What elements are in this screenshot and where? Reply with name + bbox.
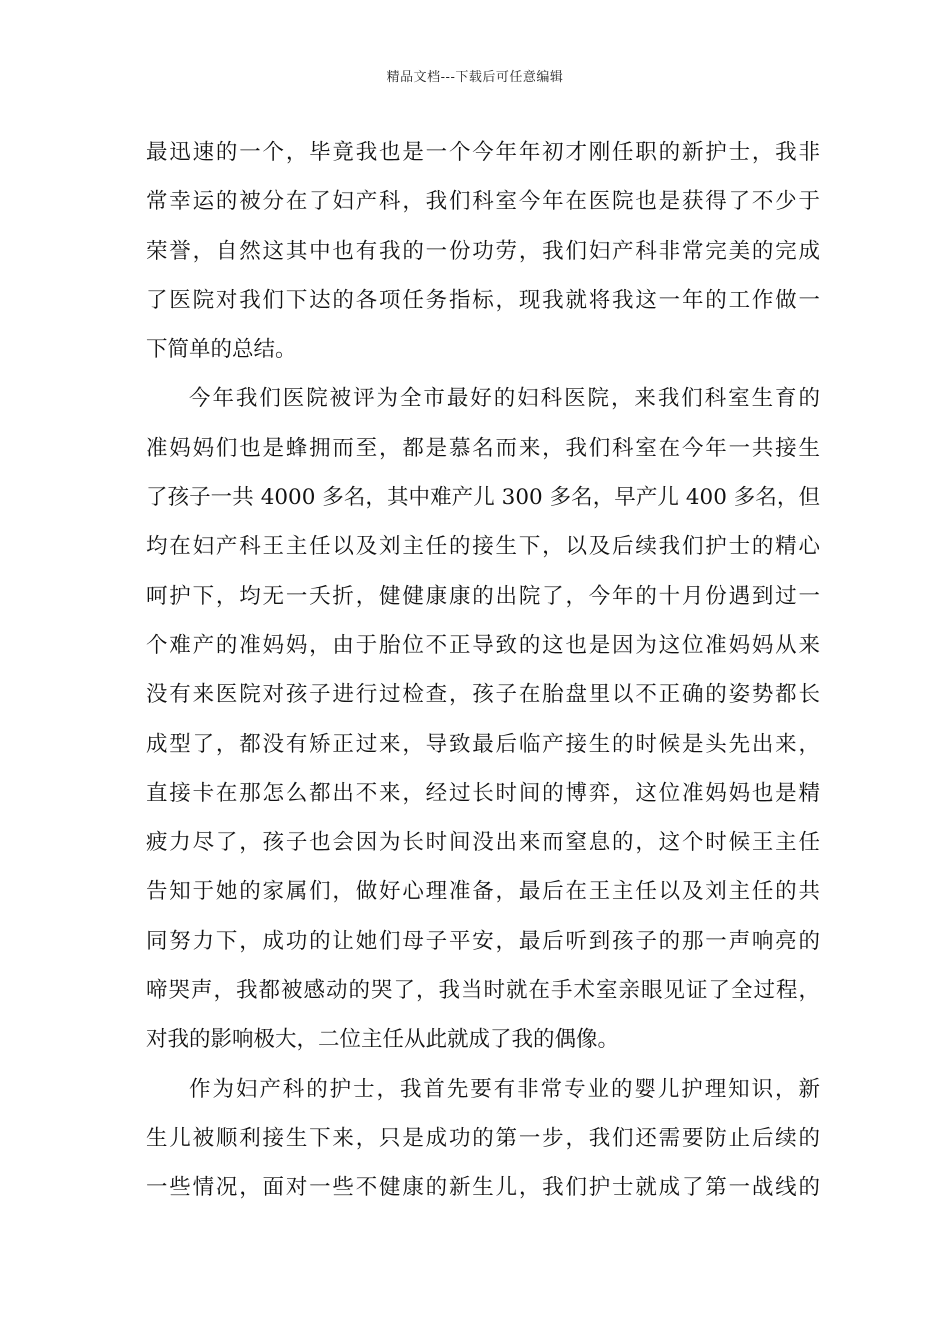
text-line: 直接卡在那怎么都出不来，经过长时间的博弈，这位准妈妈也是精 (146, 780, 820, 806)
text-line: 成型了，都没有矫正过来，导致最后临产接生的时候是头先出来， (146, 731, 820, 757)
text-line: 均在妇产科王主任以及刘主任的接生下，以及后续我们护士的精心 (146, 534, 820, 560)
paragraph-1 (146, 128, 820, 374)
text-line: 同努力下，成功的让她们母子平安，最后听到孩子的那一声响亮的 (146, 928, 820, 954)
text-line: 了医院对我们下达的各项任务指标，现我就将我这一年的工作做一 (146, 287, 820, 313)
text-line: 常幸运的被分在了妇产科，我们科室今年在医院也是获得了不少于 (146, 189, 820, 215)
paragraph-2 (146, 374, 820, 1064)
text-line: 最迅速的一个，毕竟我也是一个今年年初才刚任职的新护士，我非 (146, 140, 820, 165)
text-line: 个难产的准妈妈，由于胎位不正导致的这也是因为这位准妈妈从来 (146, 632, 820, 658)
document-body (146, 128, 820, 1213)
text-line: 了孩子一共 4000 多名，其中难产儿 300 多名，早产儿 400 多名，但 (146, 485, 820, 511)
text-line: 生儿被顺利接生下来，只是成功的第一步，我们还需要防止后续的 (146, 1125, 820, 1151)
page-header: 精品文档---下载后可任意编辑 (386, 70, 564, 85)
text-line: 对我的影响极大，二位主任从此就成了我的偶像。 (146, 1027, 620, 1053)
text-line: 准妈妈们也是蜂拥而至，都是慕名而来，我们科室在今年一共接生 (146, 435, 820, 461)
text-line: 下简单的总结。 (146, 337, 297, 363)
paragraph-3 (146, 1065, 820, 1213)
text-line: 啼哭声，我都被感动的哭了，我当时就在手术室亲眼见证了全过程， (146, 978, 820, 1004)
text-line: 告知于她的家属们，做好心理准备，最后在王主任以及刘主任的共 (146, 879, 820, 905)
text-line: 疲力尽了，孩子也会因为长时间没出来而窒息的，这个时候王主任 (146, 830, 820, 856)
text-line: 呵护下，均无一夭折，健健康康的出院了，今年的十月份遇到过一 (146, 583, 820, 609)
text-line: 没有来医院对孩子进行过检查，孩子在胎盘里以不正确的姿势都长 (146, 682, 820, 708)
text-line: 今年我们医院被评为全市最好的妇科医院，来我们科室生育的 (189, 386, 820, 412)
text-line: 一些情况，面对一些不健康的新生儿，我们护士就成了第一战线的 (146, 1175, 820, 1201)
text-line: 作为妇产科的护士，我首先要有非常专业的婴儿护理知识，新 (189, 1076, 820, 1102)
text-line: 荣誉，自然这其中也有我的一份功劳，我们妇产科非常完美的完成 (146, 238, 820, 264)
